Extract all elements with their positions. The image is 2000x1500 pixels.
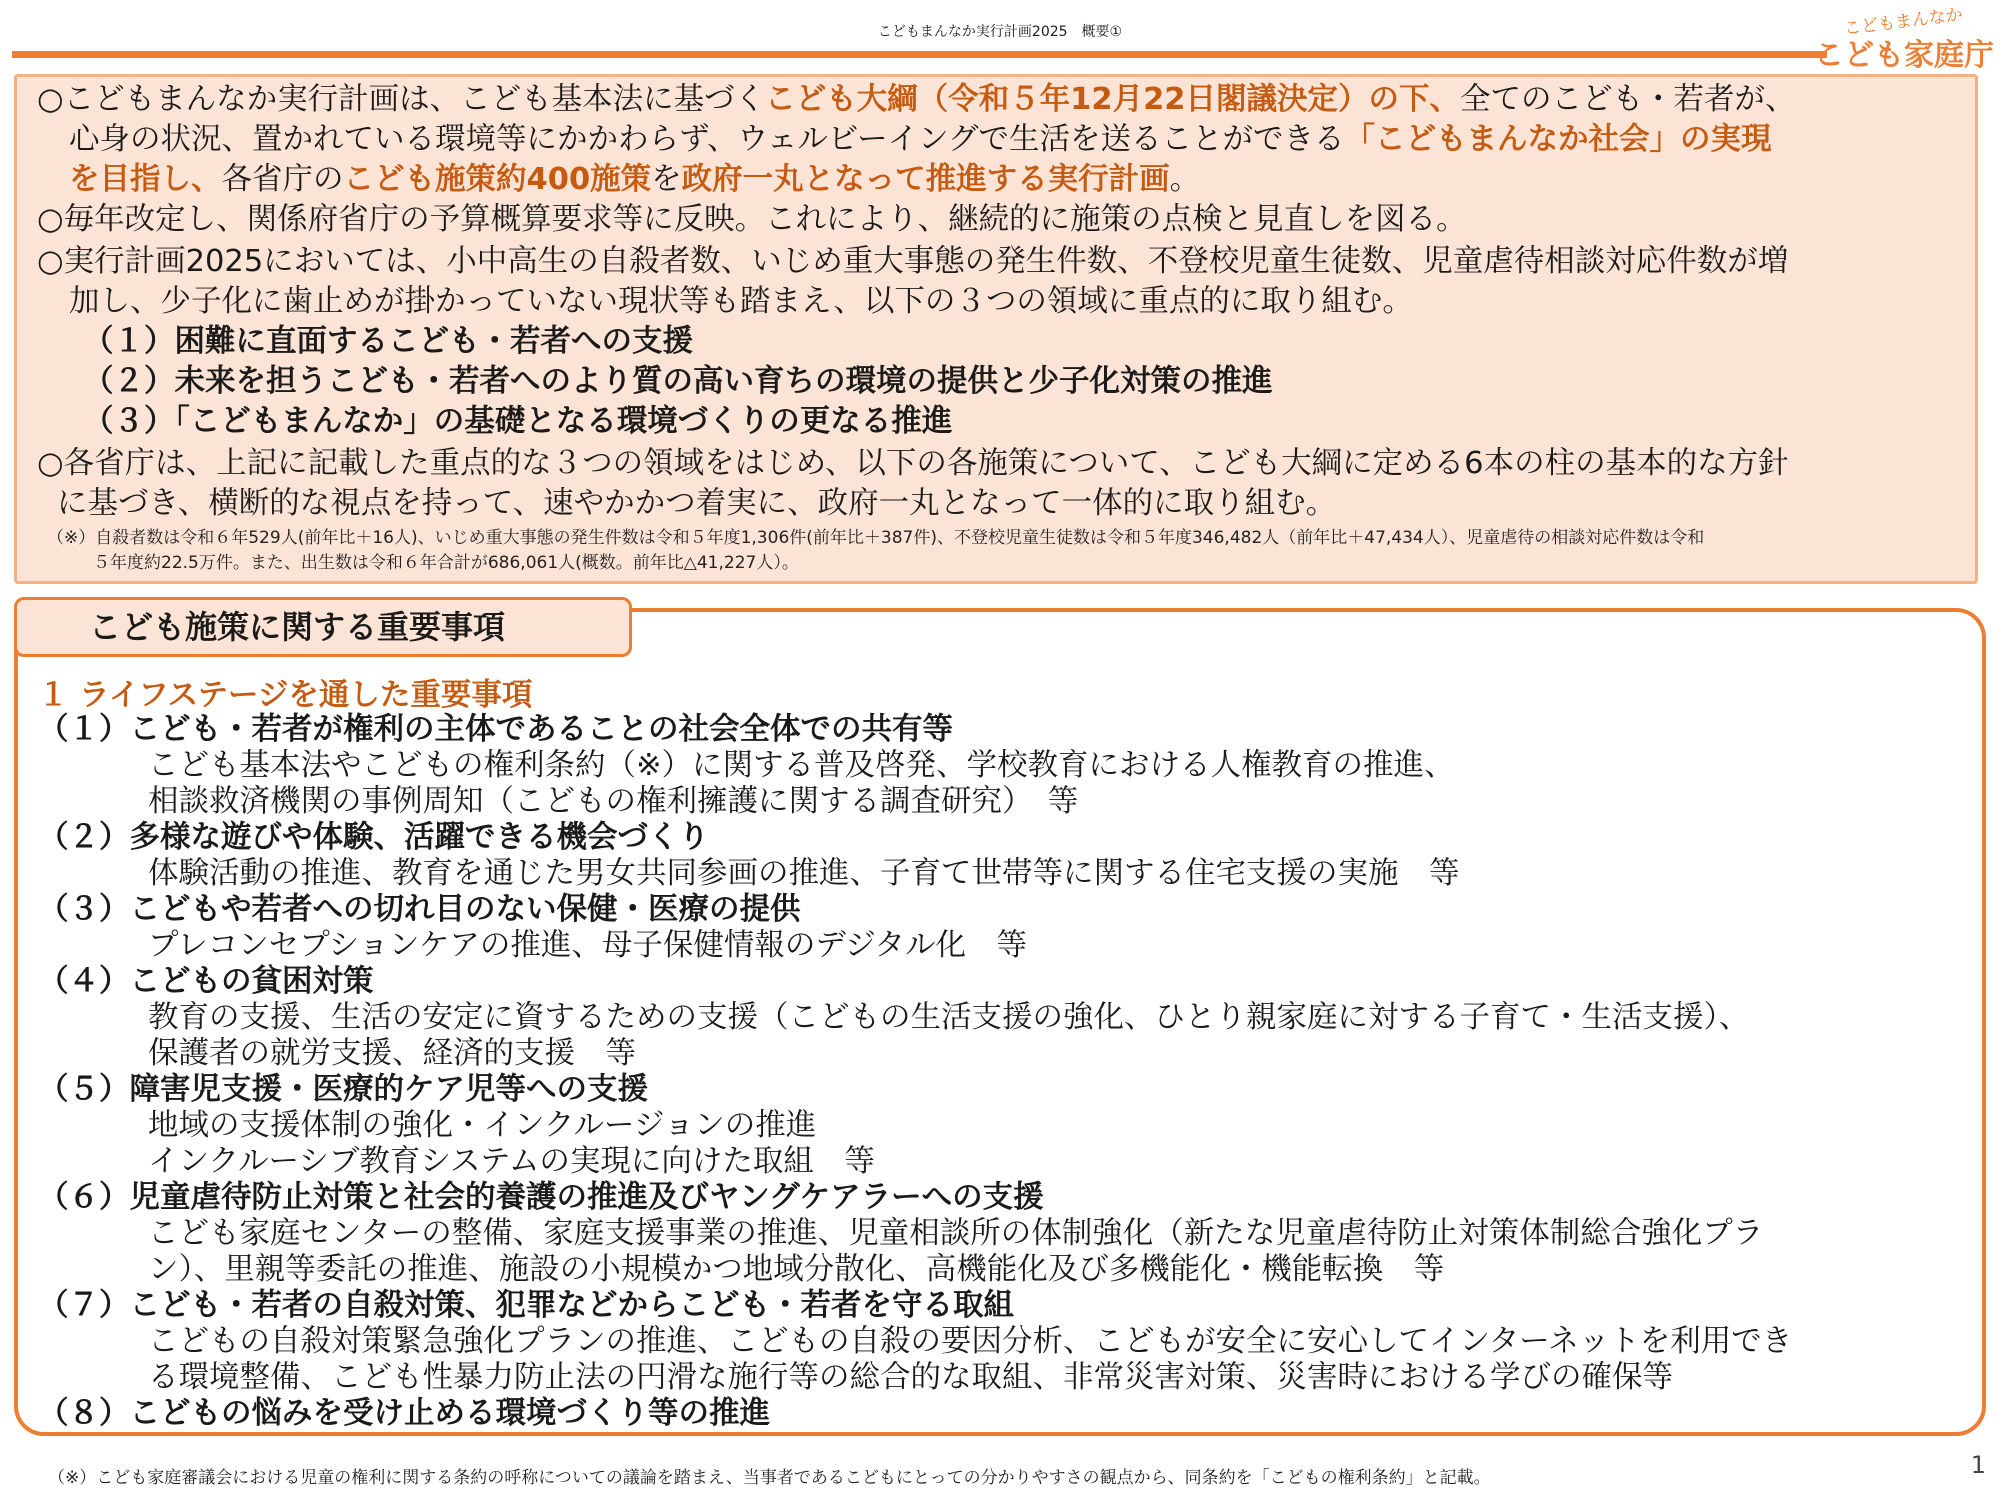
item-4-detail-2: 保護者の就労支援、経済的支援 等 xyxy=(148,1036,636,1071)
item-2-detail-1: 体験活動の推進、教育を通じた男女共同参画の推進、子育て世帯等に関する住宅支援の実施 等 xyxy=(148,856,1460,891)
item-7-detail-2: る環境整備、こども性暴力防止法の円滑な施行等の総合的な取組、非常災害対策、災害時における学びの確保等 xyxy=(148,1360,1673,1395)
item-7-heading: （７）こども・若者の自殺対策、犯罪などからこども・若者を守る取組 xyxy=(38,1288,1014,1323)
section-tab-label: こども施策に関する重要事項 xyxy=(14,597,632,657)
summary-para-3-line-1: ○実行計画2025においては、小中高生の自殺者数、いじめ重大事態の発生件数、不登校児童生徒数、児童虐待相談対応件数が増 xyxy=(37,244,1789,279)
focus-area-2: （２）未来を担うこども・若者へのより質の高い育ちの環境の提供と少子化対策の推進 xyxy=(83,364,1273,399)
agency-logo xyxy=(1812,4,1994,74)
item-5-heading: （５）障害児支援・医療的ケア児等への支援 xyxy=(38,1072,648,1107)
item-1-detail-1: こども基本法やこどもの権利条約（※）に関する普及啓発、学校教育における人権教育の推進、 xyxy=(148,748,1455,783)
item-4-detail-1: 教育の支援、生活の安定に資するための支援（こどもの生活支援の強化、ひとり親家庭に対する子育て・生活支援）、 xyxy=(148,1000,1750,1035)
page-number: 1 xyxy=(1970,1451,1986,1479)
summary-para-1-line-3: を目指し、各省庁のこども施策約400施策を政府一丸となって推進する実行計画。 xyxy=(69,162,1201,197)
summary-para-4-line-1: ○各省庁は、上記に記載した重点的な３つの領域をはじめ、以下の各施策について、こども大綱に定める6本の柱の基本的な方針 xyxy=(37,446,1789,481)
summary-note-line-1: （※）自殺者数は令和６年529人(前年比＋16人)、いじめ重大事態の発生件数は令和５年度1,306件(前年比＋387件)、不登校児童生徒数は令和５年度346,482人（前年比＋47,434人）、児童虐待の相談対応件数は令和 xyxy=(47,528,1705,548)
logo-tagline: こどもまんなか xyxy=(1843,4,1964,40)
summary-para-1-line-1: ○こどもまんなか実行計画は、こども基本法に基づくこども大綱（令和５年12月22日閣議決定）の下、全てのこども・若者が、 xyxy=(37,82,1796,117)
footnote: （※）こども家庭審議会における児童の権利に関する条約の呼称についての議論を踏まえ、当事者であるこどもにとっての分かりやすさの観点から、同条約を「こどもの権利条約」と記載。 xyxy=(48,1468,1491,1488)
item-6-detail-1: こども家庭センターの整備、家庭支援事業の推進、児童相談所の体制強化（新たな児童虐待防止対策体制総合強化プラ xyxy=(148,1216,1764,1251)
item-6-detail-2: ン）、里親等委託の推進、施設の小規模かつ地域分散化、高機能化及び多機能化・機能転換 等 xyxy=(148,1252,1445,1287)
item-5-detail-2: インクルーシブ教育システムの実現に向けた取組 等 xyxy=(148,1144,875,1179)
item-4-heading: （４）こどもの貧困対策 xyxy=(38,964,374,999)
item-2-heading: （２）多様な遊びや体験、活躍できる機会づくり xyxy=(38,820,709,855)
item-5-detail-1: 地域の支援体制の強化・インクルージョンの推進 xyxy=(148,1108,817,1143)
focus-area-1: （１）困難に直面するこども・若者への支援 xyxy=(83,324,693,359)
item-1-heading: （１）こども・若者が権利の主体であることの社会全体での共有等 xyxy=(38,712,953,747)
summary-para-1-line-2: 心身の状況、置かれている環境等にかかわらず、ウェルビーイングで生活を送ることができる「こどもまんなか社会」の実現 xyxy=(69,122,1772,157)
summary-para-2: ○毎年改定し、関係府省庁の予算概算要求等に反映。これにより、継続的に施策の点検と見直しを図る。 xyxy=(37,202,1467,237)
summary-box xyxy=(14,74,1978,584)
title-underline xyxy=(12,51,1827,58)
item-6-heading: （６）児童虐待防止対策と社会的養護の推進及びヤングケアラーへの支援 xyxy=(38,1180,1044,1215)
item-3-heading: （３）こどもや若者への切れ目のない保健・医療の提供 xyxy=(38,892,801,927)
summary-note-line-2: ５年度約22.5万件。また、出生数は令和６年合計が686,061人(概数。前年比△41,227人）。 xyxy=(93,553,799,573)
item-1-detail-2: 相談救済機関の事例周知（こどもの権利擁護に関する調査研究） 等 xyxy=(148,784,1079,819)
item-7-detail-1: こどもの自殺対策緊急強化プランの推進、こどもの自殺の要因分析、こどもが安全に安心してインターネットを利用でき xyxy=(148,1324,1793,1359)
logo-wordmark: こども家庭庁 xyxy=(1814,38,1994,73)
item-8-heading: （８）こどもの悩みを受け止める環境づくり等の推進 xyxy=(38,1396,770,1431)
item-3-detail-1: プレコンセプションケアの推進、母子保健情報のデジタル化 等 xyxy=(148,928,1028,963)
important-items-section xyxy=(14,608,1986,1436)
focus-area-3: （３）「こどもまんなか」の基礎となる環境づくりの更なる推進 xyxy=(83,404,953,439)
page-title: こどもまんなか実行計画2025 概要① xyxy=(877,24,1123,40)
summary-para-3-line-2: 加し、少子化に歯止めが掛かっていない現状等も踏まえ、以下の３つの領域に重点的に取り組む。 xyxy=(69,284,1413,319)
summary-para-4-line-2: に基づき、横断的な視点を持って、速やかかつ着実に、政府一丸となって一体的に取り組む。 xyxy=(57,486,1337,521)
life-stage-heading: １ ライフステージを通した重要事項 xyxy=(38,678,533,713)
